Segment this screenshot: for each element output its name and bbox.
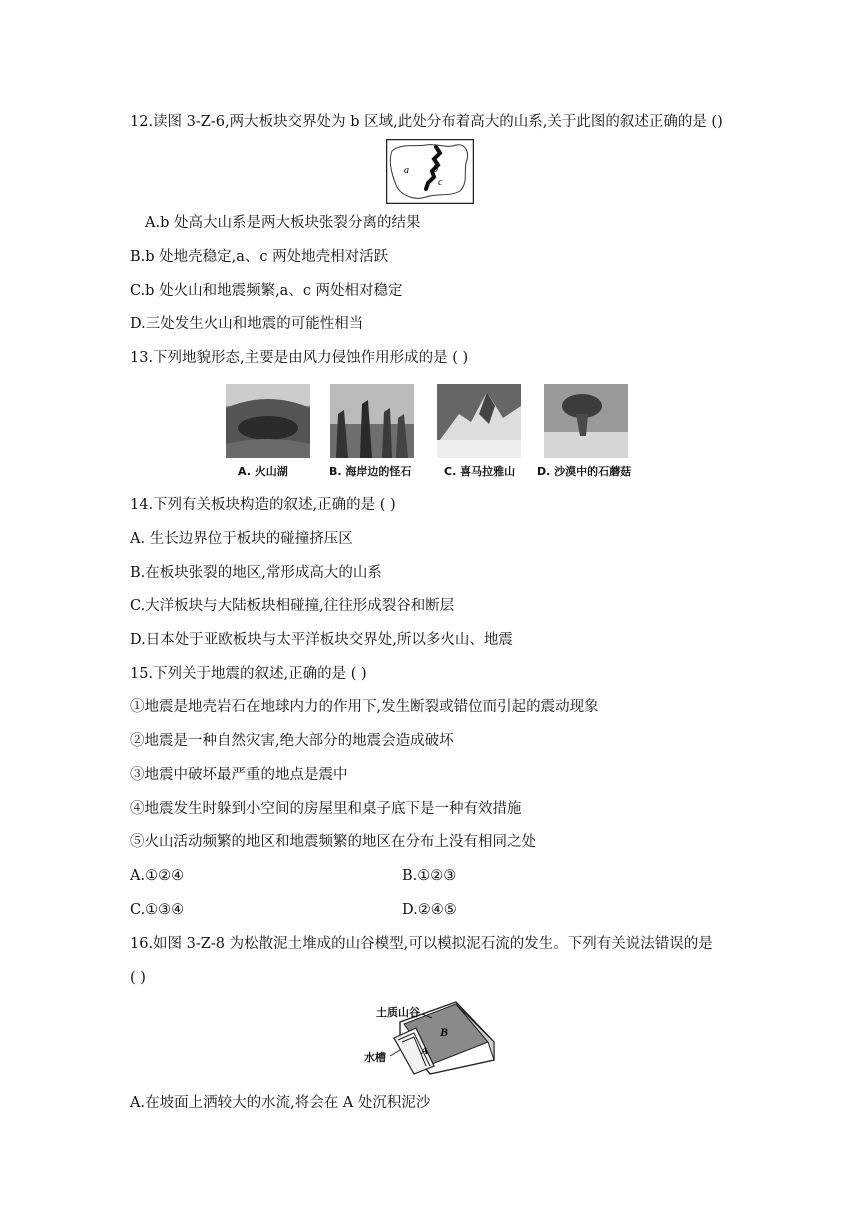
plate-boundary-map: [386, 139, 474, 204]
map-label-b: b: [433, 164, 438, 175]
volcanic-lake-photo: [226, 384, 310, 458]
q12-option-c: C.b 处火山和地震频繁,a、c 两处相对稳定: [130, 283, 403, 299]
coastal-rocks-photo: [330, 384, 414, 458]
himalaya-photo: [437, 384, 521, 458]
label-a: A: [421, 1045, 429, 1057]
label-valley: 土质山谷: [376, 1006, 420, 1019]
caption-c: C. 喜马拉雅山: [444, 465, 516, 478]
q12-option-d: D.三处发生火山和地震的可能性相当: [130, 316, 364, 332]
q15-option-b: B.①②③: [402, 868, 457, 884]
q15-option-a: A.①②④: [130, 868, 185, 884]
q14-option-c: C.大洋板块与大陆板块相碰撞,往往形成裂谷和断层: [130, 598, 455, 614]
q15-statement-3: ③地震中破坏最严重的地点是震中: [130, 767, 348, 783]
q16-stem: 16.如图 3-Z-8 为松散泥土堆成的山谷模型,可以模拟泥石流的发生。下列有关说法错误的是: [130, 936, 713, 952]
q15-statement-4: ④地震发生时躲到小空间的房屋里和桌子底下是一种有效措施: [130, 801, 522, 817]
mushroom-rock-photo: [544, 384, 628, 458]
q15-option-d: D.②④⑤: [402, 902, 457, 918]
map-label-c: c: [438, 177, 443, 188]
q15-statement-2: ②地震是一种自然灾害,绝大部分的地震会造成破坏: [130, 733, 454, 749]
label-trough: 水槽: [364, 1051, 386, 1064]
q16-stem-bracket: ( ): [130, 970, 146, 986]
caption-b: B. 海岸边的怪石: [329, 465, 412, 478]
q15-statement-1: ①地震是地壳岩石在地球内力的作用下,发生断裂或错位而引起的震动现象: [130, 699, 599, 715]
q15-stem: 15.下列关于地震的叙述,正确的是 ( ): [130, 666, 367, 682]
q12-option-a: A.b 处高大山系是两大板块张裂分离的结果: [145, 215, 421, 231]
label-b: B: [440, 1025, 449, 1039]
q14-option-d: D.日本处于亚欧板块与太平洋板块交界处,所以多火山、地震: [130, 632, 513, 648]
q15-option-c: C.①③④: [130, 902, 185, 918]
caption-a: A. 火山湖: [238, 465, 288, 478]
q15-statement-5: ⑤火山活动频繁的地区和地震频繁的地区在分布上没有相同之处: [130, 834, 536, 850]
q14-option-b: B.在板块张裂的地区,常形成高大的山系: [130, 565, 382, 581]
map-label-a: a: [404, 165, 409, 176]
q16-option-a: A.在坡面上洒较大的水流,将会在 A 处沉积泥沙: [130, 1095, 431, 1111]
q13-stem: 13.下列地貌形态,主要是由风力侵蚀作用形成的是 ( ): [130, 350, 469, 366]
q14-option-a: A. 生长边界位于板块的碰撞挤压区: [130, 531, 353, 547]
q14-stem: 14.下列有关板块构造的叙述,正确的是 ( ): [130, 497, 396, 513]
caption-d: D. 沙漠中的石蘑菇: [537, 465, 632, 478]
q12-stem: 12.读图 3-Z-6,两大板块交界处为 b 区域,此处分布着高大的山系,关于此图的叙述正确的是 (): [130, 114, 723, 130]
q12-option-b: B.b 处地壳稳定,a、c 两处地壳相对活跃: [130, 249, 389, 265]
